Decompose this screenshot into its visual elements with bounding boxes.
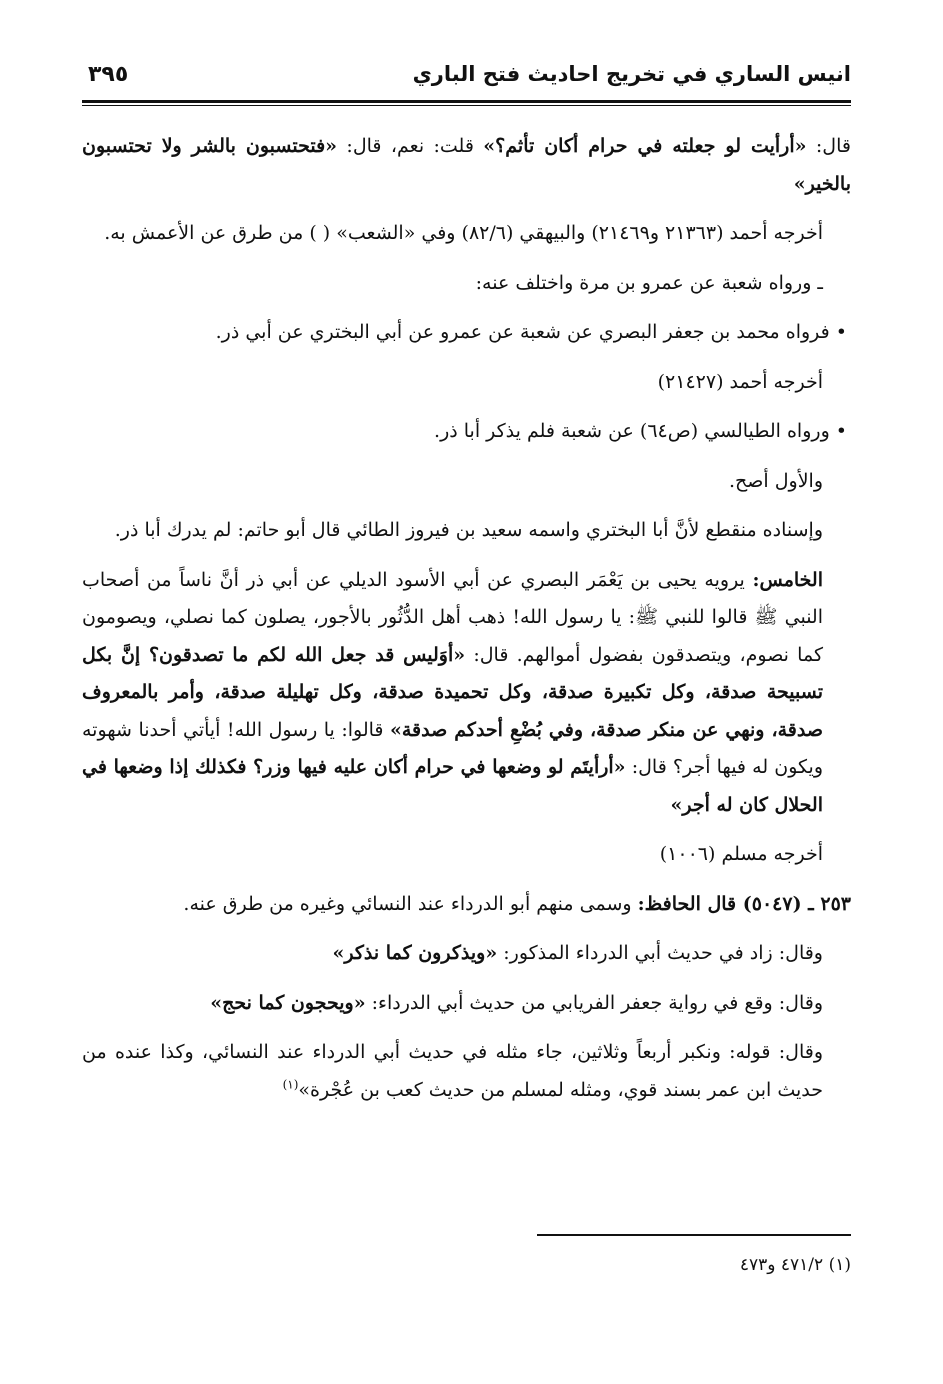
bullet-item: • فرواه محمد بن جعفر البصري عن شعبة عن عمرو عن أبي البختري عن أبي ذر. — [215, 321, 847, 343]
paragraph-text: يرويه يحيى بن يَعْمَر البصري عن أبي الأسود الديلي عن أبي ذر أنَّ ناساً من أصحاب النبي ﷺ قالوا للنبي ﷺ: يا رسول الله! ذهب أهل الدُّثُور بالأجور، يصلون كما نصلي، ويصومون كما نصوم، ويتصدقون بفضول أموالهم. قال: — [82, 568, 823, 666]
entry-number: ٢٥٣ ـ (٥٠٤٧) قال الحافظ: — [637, 892, 851, 915]
paragraph-text: قلت: نعم، قال: — [337, 135, 484, 157]
running-title: انيس الساري في تخريج احاديث فتح الباري — [412, 62, 851, 86]
bullet-item: • ورواه الطيالسي (ص٦٤) عن شعبة فلم يذكر أبا ذر. — [434, 420, 847, 442]
page-number: ٣٩٥ — [88, 62, 129, 87]
hadith-quote: «فتحتسبون بالشر ولا تحتسبون بالخير» — [82, 135, 851, 195]
paragraph-text: وقال: زاد في حديث أبي الدرداء المذكور: — [497, 942, 823, 964]
hadith-quote: «ويذكرون كما نذكر» — [332, 942, 498, 964]
hadith-quote: «أرأيت لو جعلته في حرام أكان تأثم؟» — [483, 135, 807, 157]
hadith-quote: «أوَليس قد جعل الله لكم ما تصدقون؟ إنَّ بكل تسبيحة صدقة، وكل تكبيرة صدقة، وكل تحميدة صدقة، وكل تهليلة صدقة، وأمر بالمعروف صدقة، ونهي عن منكر صدقة، وفي بُضْعِ أحدكم صدقة» — [82, 643, 823, 741]
paragraph: أخرجه مسلم (١٠٠٦) — [659, 843, 823, 865]
paragraph: والأول أصح. — [728, 469, 823, 492]
paragraph — [82, 985, 851, 1023]
header-divider — [82, 100, 851, 106]
paragraph: أخرجه أحمد (٢١٤٢٧) — [657, 370, 823, 393]
paragraph-text: قالوا: يا رسول الله! أيأتي أحدنا شهوته ويكون له فيها أجر؟ قال: — [82, 718, 823, 778]
paragraph-text: وسمى منهم أبو الدرداء عند النسائي وغيره من طرق عنه. — [183, 892, 638, 915]
paragraph — [82, 128, 851, 203]
paragraph: وإسناده منقطع لأنَّ أبا البختري واسمه سعيد بن فيروز الطائي قال أبو حاتم: لم يدرك أبا ذر. — [114, 519, 823, 541]
paragraph-text: وقال: قوله: ونكبر أربعاً وثلاثين، جاء مثله في حديث أبي الدرداء عند النسائي، وكذا عنده من حديث ابن عمر بسند قوي، ومثله لمسلم من حديث كعب بن عُجْرة» — [82, 1041, 823, 1101]
hadith-quote: «أرأيتَم لو وضعها في حرام أكان عليه فيها وزر؟ فكذلك إذا وضعها في الحلال كان له أجر» — [82, 756, 823, 816]
paragraph — [82, 1034, 851, 1109]
hadith-quote: «ويحجون كما نحج» — [210, 991, 366, 1014]
paragraph — [82, 562, 851, 825]
footnote-marker: (١) — [282, 1077, 299, 1092]
paragraph-text: قال: — [806, 135, 851, 157]
page-body — [82, 128, 851, 1121]
paragraph — [82, 886, 851, 924]
paragraph: أخرجه أحمد (٢١٣٦٣ و٢١٤٦٩) والبيهقي (٨٢/٦) وفي «الشعب» ( ) من طرق عن الأعمش به. — [104, 222, 823, 244]
section-lead: الخامس: — [752, 568, 823, 591]
footnote-divider — [537, 1234, 851, 1236]
page-header — [82, 58, 851, 98]
paragraph: ـ ورواه شعبة عن عمرو بن مرة واختلف عنه: — [475, 271, 823, 294]
paragraph-text: وقال: وقع في رواية جعفر الفريابي من حديث أبي الدرداء: — [365, 991, 823, 1014]
footnote: (١) ٤٧١/٢ و٤٧٣ — [739, 1255, 851, 1275]
paragraph — [82, 935, 851, 973]
